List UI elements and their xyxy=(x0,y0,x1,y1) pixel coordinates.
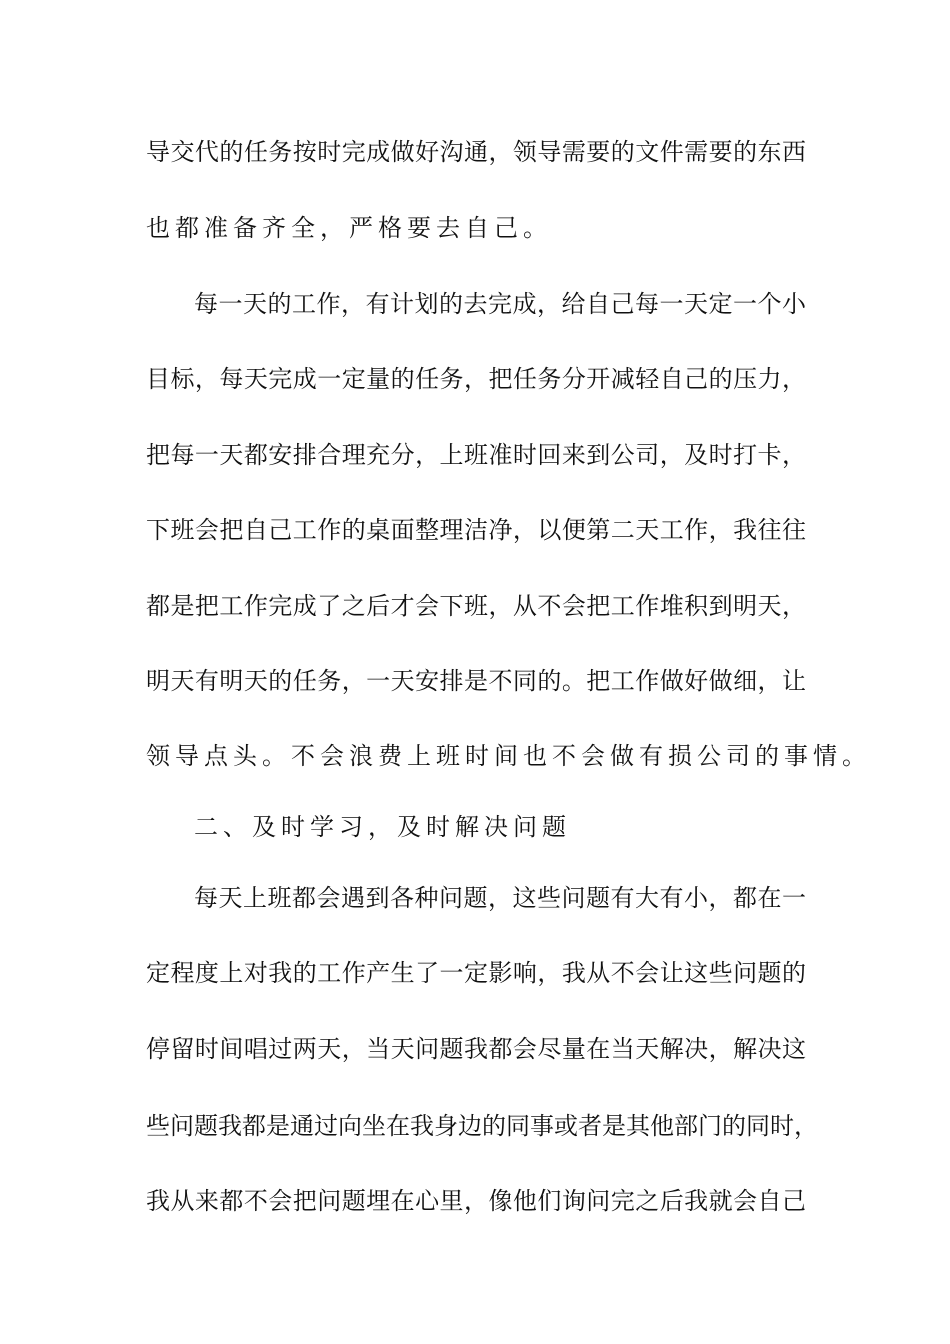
paragraph-line: 定程度上对我的工作产生了一定影响，我从不会让这些问题的 xyxy=(146,959,806,987)
paragraph-line: 都是把工作完成了之后才会下班，从不会把工作堆积到明天， xyxy=(146,592,806,620)
paragraph-line: 下班会把自己工作的桌面整理洁净，以便第二天工作，我往往 xyxy=(146,516,806,544)
paragraph-line: 明天有明天的任务，一天安排是不同的。把工作做好做细，让 xyxy=(146,667,806,695)
paragraph-line: 每天上班都会遇到各种问题，这些问题有大有小，都在一 xyxy=(194,884,806,912)
paragraph-line: 领导点头。不会浪费上班时间也不会做有损公司的事情。 xyxy=(146,742,871,770)
paragraph-line: 导交代的任务按时完成做好沟通，领导需要的文件需要的东西 xyxy=(146,138,806,166)
paragraph-line: 停留时间唱过两天，当天问题我都会尽量在当天解决，解决这 xyxy=(146,1035,806,1063)
paragraph-line: 每一天的工作，有计划的去完成，给自己每一天定一个小 xyxy=(194,290,806,318)
paragraph-line: 也都准备齐全，严格要去自己。 xyxy=(146,214,552,242)
paragraph-line: 些问题我都是通过向坐在我身边的同事或者是其他部门的同时， xyxy=(146,1112,818,1140)
paragraph-line: 我从来都不会把问题埋在心里，像他们询问完之后我就会自己 xyxy=(146,1187,806,1215)
section-heading: 二、及时学习，及时解决问题 xyxy=(194,813,571,841)
paragraph-line: 目标，每天完成一定量的任务，把任务分开减轻自己的压力， xyxy=(146,365,806,393)
paragraph-line: 把每一天都安排合理充分，上班准时回来到公司，及时打卡， xyxy=(146,441,806,469)
